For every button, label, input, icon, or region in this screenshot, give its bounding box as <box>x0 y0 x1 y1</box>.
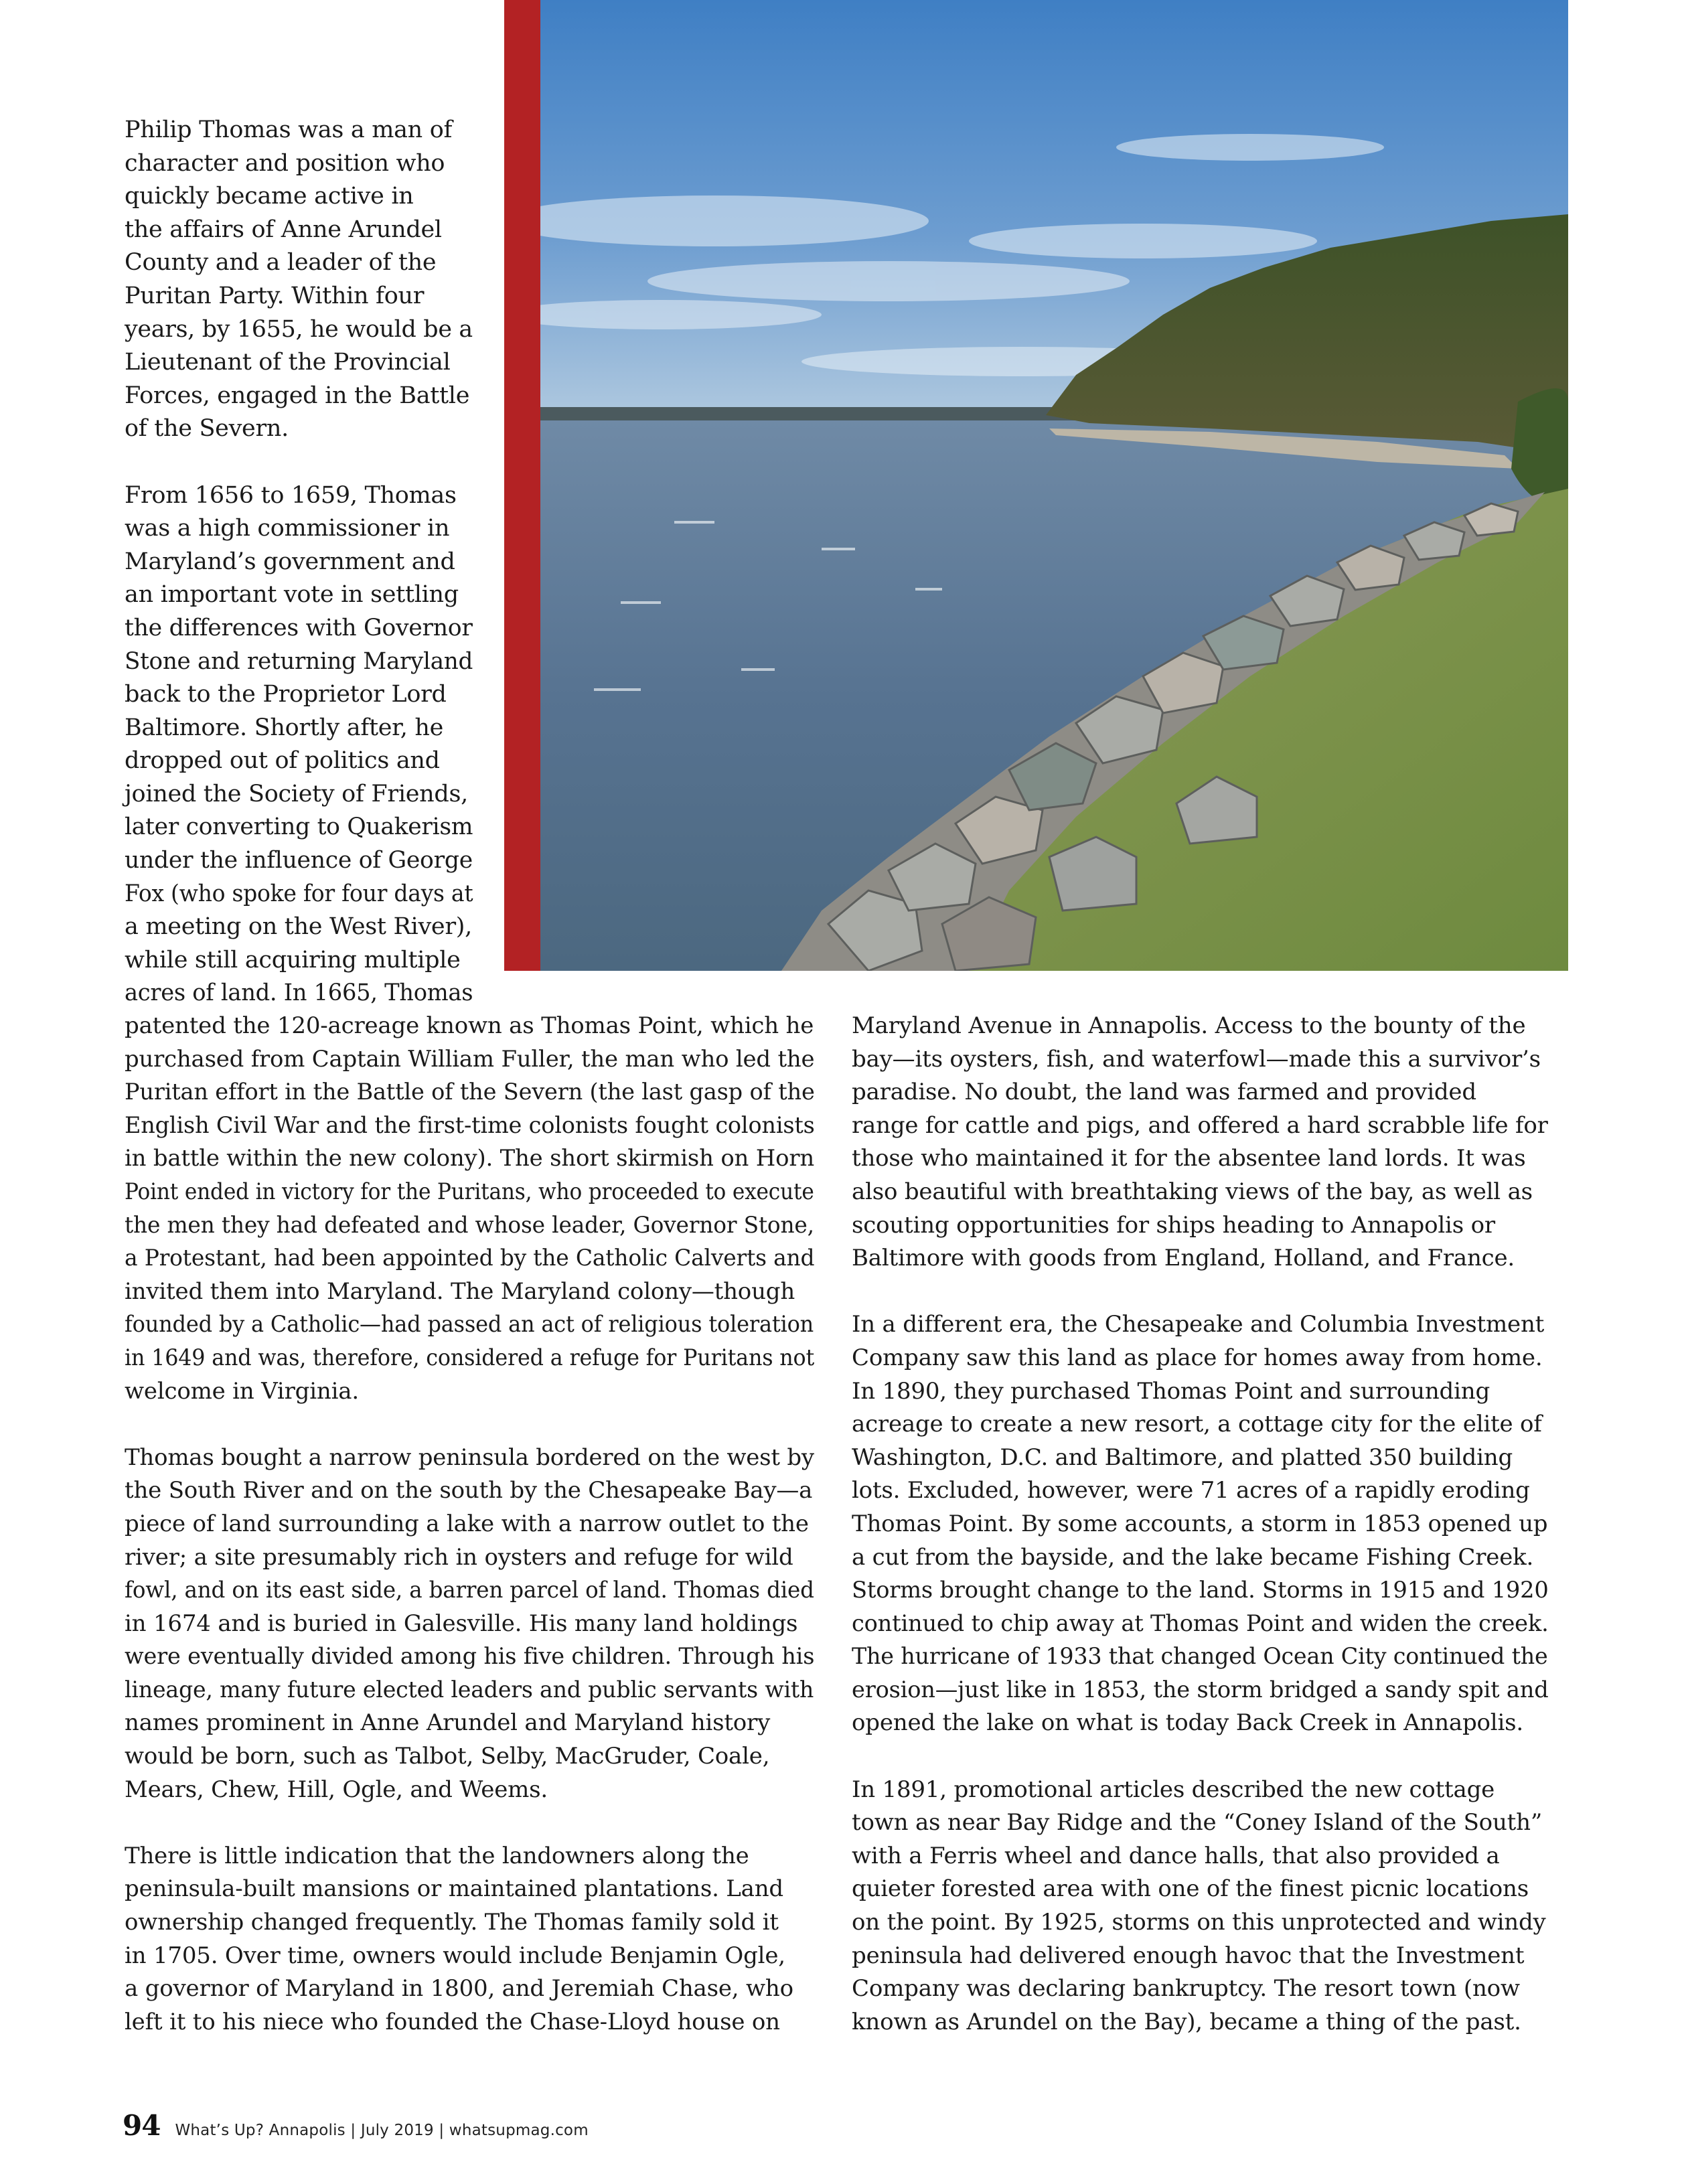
text-line-content: erosion—just like in 1853, the storm bridged a sandy spit and <box>852 1676 1549 1703</box>
text-line-content: patented the 120-acreage known as Thomas Point, which he <box>125 1012 814 1039</box>
text-line-content: In 1890, they purchased Thomas Point and surrounding <box>852 1377 1490 1405</box>
text-line-content: in 1649 and was, therefore, considered a refuge for Puritans not <box>125 1344 815 1371</box>
text-line-content: paradise. No doubt, the land was farmed and provided <box>852 1079 1476 1106</box>
text-line <box>125 1441 821 1475</box>
text-line <box>125 745 486 778</box>
text-line-content: lots. Excluded, however, were 71 acres of a rapidly eroding <box>852 1477 1530 1504</box>
text-line-content: Maryland Avenue in Annapolis. Access to the bounty of the <box>852 1012 1526 1039</box>
text-line-content: was a high commissioner in <box>125 515 450 542</box>
text-line-content: the affairs of Anne Arundel <box>125 216 442 243</box>
text-line-content: invited them into Maryland. The Maryland colony—though <box>125 1277 795 1305</box>
text-line-content: dropped out of politics and <box>125 747 440 775</box>
text-line <box>125 1906 821 1940</box>
text-line <box>125 512 486 546</box>
text-line-content: back to the Proprietor Lord <box>125 681 447 708</box>
text-line <box>125 1142 821 1176</box>
text-line <box>852 1408 1548 1441</box>
text-line-content: range for cattle and pigs, and offered a hard scrabble life for <box>852 1111 1548 1139</box>
shoreline-illustration <box>540 0 1568 971</box>
distant-shore <box>540 407 1076 422</box>
text-line-content: Stone and returning Maryland <box>125 647 473 675</box>
text-line-content: founded by a Catholic—had passed an act of religious toleration <box>125 1311 814 1338</box>
text-line <box>852 1508 1548 1541</box>
text-line <box>125 712 486 745</box>
text-line-content: on the point. By 1925, storms on this unprotected and windy <box>852 1909 1546 1936</box>
paragraph-break <box>125 446 486 479</box>
text-line-content: County and a leader of the <box>125 249 437 277</box>
text-line <box>125 1209 821 1243</box>
paragraph-break <box>852 1740 1548 1774</box>
text-line-content: purchased from Captain William Fuller, the man who led the <box>125 1045 815 1073</box>
text-line <box>852 1608 1548 1641</box>
text-line <box>125 180 486 214</box>
text-line <box>125 246 486 280</box>
text-line <box>125 844 486 878</box>
text-line-content: fowl, and on its east side, a barren parcel of land. Thomas died <box>125 1577 814 1604</box>
text-line-content: in 1705. Over time, owners would include Benjamin Ogle, <box>125 1942 785 1969</box>
text-line-content: later converting to Quakerism <box>125 813 473 841</box>
text-line <box>125 911 486 944</box>
text-line <box>125 1972 821 2006</box>
text-line-content: were eventually divided among his five children. Through his <box>125 1643 815 1670</box>
text-line-content: Washington, D.C. and Baltimore, and platted 350 building <box>852 1444 1513 1471</box>
text-line <box>125 1474 821 1508</box>
page-number: 94 <box>123 2109 161 2142</box>
paragraph-break <box>125 1408 821 1441</box>
text-line-content: Company saw this land as place for homes away from home. <box>852 1344 1543 1371</box>
text-line-content: left it to his niece who founded the Chase-Lloyd house on <box>125 2008 780 2035</box>
text-line <box>125 811 486 844</box>
text-line-content: acres of land. In 1665, Thomas <box>125 980 473 1007</box>
text-line <box>852 1242 1548 1275</box>
text-line-content: river; a site presumably rich in oysters and refuge for wild <box>125 1543 793 1571</box>
text-line-content: joined the Society of Friends, <box>125 780 468 807</box>
text-line <box>852 1906 1548 1940</box>
left-column <box>125 1010 821 2039</box>
text-line-content: the South River and on the south by the Chesapeake Bay—a <box>125 1477 813 1504</box>
text-line-content: In a different era, the Chesapeake and Columbia Investment <box>852 1311 1545 1338</box>
text-line-content: The hurricane of 1933 that changed Ocean City continued the <box>852 1643 1548 1670</box>
text-line <box>125 1774 821 1807</box>
text-line <box>852 1441 1548 1475</box>
paragraph-break <box>125 1806 821 1840</box>
text-line <box>125 1940 821 1973</box>
accent-bar <box>504 0 540 971</box>
folio-line: What’s Up? Annapolis | July 2019 | whatsupmag.com <box>175 2122 589 2139</box>
text-line-content: Company was declaring bankruptcy. The resort town (now <box>852 1975 1520 2003</box>
text-line-content: while still acquiring multiple <box>125 946 461 973</box>
right-column <box>852 1010 1548 2039</box>
text-line-content: Mears, Chew, Hill, Ogle, and Weems. <box>125 1776 548 1803</box>
text-line-content: those who maintained it for the absentee land lords. It was <box>852 1145 1526 1172</box>
text-line <box>125 313 486 347</box>
text-line-content: a meeting on the West River), <box>125 913 472 941</box>
text-line-content: Baltimore with goods from England, Holland, and France. <box>852 1245 1515 1272</box>
text-line <box>852 1873 1548 1906</box>
text-line-content: of the Severn. <box>125 415 289 443</box>
text-line-content: welcome in Virginia. <box>125 1377 359 1405</box>
text-line <box>125 114 486 147</box>
text-line <box>125 1275 821 1309</box>
text-line <box>125 1674 821 1707</box>
text-line-content: quickly became active in <box>125 183 414 210</box>
text-line <box>125 1640 821 1674</box>
text-line <box>125 1308 821 1342</box>
text-line <box>852 1043 1548 1077</box>
text-line <box>125 1608 821 1641</box>
text-line <box>852 1474 1548 1508</box>
text-line <box>125 1840 821 1873</box>
text-line-content: in 1674 and is buried in Galesville. His many land holdings <box>125 1610 798 1637</box>
text-line <box>125 1176 821 1209</box>
text-line <box>852 1707 1548 1740</box>
text-line-content: a Protestant, had been appointed by the Catholic Calverts and <box>125 1245 815 1272</box>
text-line <box>125 147 486 181</box>
page-footer <box>123 2109 589 2142</box>
text-line <box>852 1940 1548 1973</box>
text-line-content: Thomas Point. By some accounts, a storm in 1853 opened up <box>852 1510 1548 1537</box>
text-line-content: peninsula-built mansions or maintained plantations. Land <box>125 1875 783 1903</box>
text-line-content: Puritan effort in the Battle of the Severn (the last gasp of the <box>125 1079 815 1106</box>
text-line-content: a governor of Maryland in 1800, and Jeremiah Chase, who <box>125 1975 793 2003</box>
text-line <box>125 1010 821 1043</box>
text-line-content: character and position who <box>125 149 445 177</box>
text-line <box>125 878 486 911</box>
text-line <box>125 944 486 978</box>
text-line <box>125 2006 821 2039</box>
text-line <box>125 280 486 313</box>
text-line <box>125 1707 821 1740</box>
text-line <box>852 1640 1548 1674</box>
text-line <box>852 1972 1548 2006</box>
text-line <box>852 1076 1548 1109</box>
text-line <box>125 1740 821 1774</box>
text-line-content: English Civil War and the first-time colonists fought colonists <box>125 1111 815 1139</box>
text-line <box>125 578 486 612</box>
text-line-content: Philip Thomas was a man of <box>125 116 453 143</box>
text-line <box>125 1076 821 1109</box>
text-line <box>125 380 486 413</box>
text-line-content: lineage, many future elected leaders and public servants with <box>125 1676 814 1703</box>
text-line <box>852 1010 1548 1043</box>
text-line <box>125 1109 821 1143</box>
text-line <box>125 1043 821 1077</box>
text-line-content: Storms brought change to the land. Storms in 1915 and 1920 <box>852 1577 1549 1604</box>
text-line <box>125 346 486 380</box>
text-line <box>125 546 486 579</box>
text-line-content: piece of land surrounding a lake with a narrow outlet to the <box>125 1510 809 1537</box>
text-line-content: quieter forested area with one of the finest picnic locations <box>852 1875 1529 1903</box>
text-line <box>125 1375 821 1409</box>
text-line-content: acreage to create a new resort, a cottage city for the elite of <box>852 1411 1542 1438</box>
text-line-content: opened the lake on what is today Back Creek in Annapolis. <box>852 1709 1524 1737</box>
text-line-content: Thomas bought a narrow peninsula bordered on the west by <box>125 1444 814 1471</box>
text-line <box>125 612 486 645</box>
text-line-content: known as Arundel on the Bay), became a thing of the past. <box>852 2008 1521 2035</box>
text-line <box>852 1142 1548 1176</box>
text-line-content: town as near Bay Ridge and the “Coney Island of the South” <box>852 1809 1542 1837</box>
text-line-content: Fox (who spoke for four days at <box>125 880 473 907</box>
text-line-content: In 1891, promotional articles described the new cottage <box>852 1776 1495 1803</box>
text-line-content: a cut from the bayside, and the lake became Fishing Creek. <box>852 1543 1534 1571</box>
text-line <box>125 1541 821 1575</box>
text-line <box>852 1840 1548 1873</box>
text-line-content: under the influence of George <box>125 847 473 874</box>
text-line <box>125 479 486 513</box>
text-line <box>852 1806 1548 1840</box>
text-line-content: Baltimore. Shortly after, he <box>125 714 444 741</box>
text-line <box>852 1774 1548 1807</box>
text-line-content: with a Ferris wheel and dance halls, that also provided a <box>852 1842 1500 1869</box>
text-line-content: also beautiful with breathtaking views of the bay, as well as <box>852 1178 1533 1205</box>
text-line <box>125 678 486 712</box>
text-line-content: the men they had defeated and whose leader, Governor Stone, <box>125 1211 814 1239</box>
text-line <box>852 1308 1548 1342</box>
text-line <box>125 1873 821 1906</box>
text-line <box>125 214 486 247</box>
text-line-content: in battle within the new colony). The short skirmish on Horn <box>125 1145 814 1172</box>
shoreline-photo <box>540 0 1568 971</box>
text-line-content: From 1656 to 1659, Thomas <box>125 481 457 509</box>
paragraph-break <box>852 1275 1548 1309</box>
text-line <box>125 1342 821 1375</box>
text-line-content: ownership changed frequently. The Thomas family sold it <box>125 1909 779 1936</box>
text-line <box>852 2006 1548 2039</box>
text-line <box>125 977 486 1010</box>
text-line <box>125 412 486 446</box>
text-line <box>852 1674 1548 1707</box>
text-line-content: the differences with Governor <box>125 614 473 641</box>
text-line-content: years, by 1655, he would be a <box>125 315 473 343</box>
text-line-content: an important vote in settling <box>125 581 459 609</box>
text-line <box>852 1541 1548 1575</box>
text-line <box>852 1375 1548 1409</box>
text-line <box>125 1508 821 1541</box>
text-line <box>852 1109 1548 1143</box>
text-line <box>852 1342 1548 1375</box>
text-line-content: continued to chip away at Thomas Point and widen the creek. <box>852 1610 1549 1637</box>
text-line-content: Forces, engaged in the Battle <box>125 382 470 409</box>
text-line-content: Puritan Party. Within four <box>125 282 425 309</box>
text-line <box>852 1176 1548 1209</box>
text-line <box>125 1242 821 1275</box>
text-line <box>852 1574 1548 1608</box>
text-line-content: peninsula had delivered enough havoc that the Investment <box>852 1942 1525 1969</box>
text-line-content: Lieutenant of the Provincial <box>125 349 451 376</box>
text-line-content: There is little indication that the landowners along the <box>125 1842 749 1869</box>
text-line <box>125 778 486 811</box>
text-line <box>125 1574 821 1608</box>
text-line <box>125 645 486 679</box>
text-line-content: names prominent in Anne Arundel and Maryland history <box>125 1709 771 1737</box>
text-line-content: Maryland’s government and <box>125 548 455 575</box>
text-line <box>852 1209 1548 1243</box>
narrow-column <box>125 114 486 1010</box>
text-line-content: bay—its oysters, fish, and waterfowl—made this a survivor’s <box>852 1045 1541 1073</box>
text-line-content: Point ended in victory for the Puritans, who proceeded to execute <box>125 1178 814 1205</box>
text-line-content: scouting opportunities for ships heading to Annapolis or <box>852 1211 1495 1239</box>
text-line-content: would be born, such as Talbot, Selby, MacGruder, Coale, <box>125 1743 770 1770</box>
